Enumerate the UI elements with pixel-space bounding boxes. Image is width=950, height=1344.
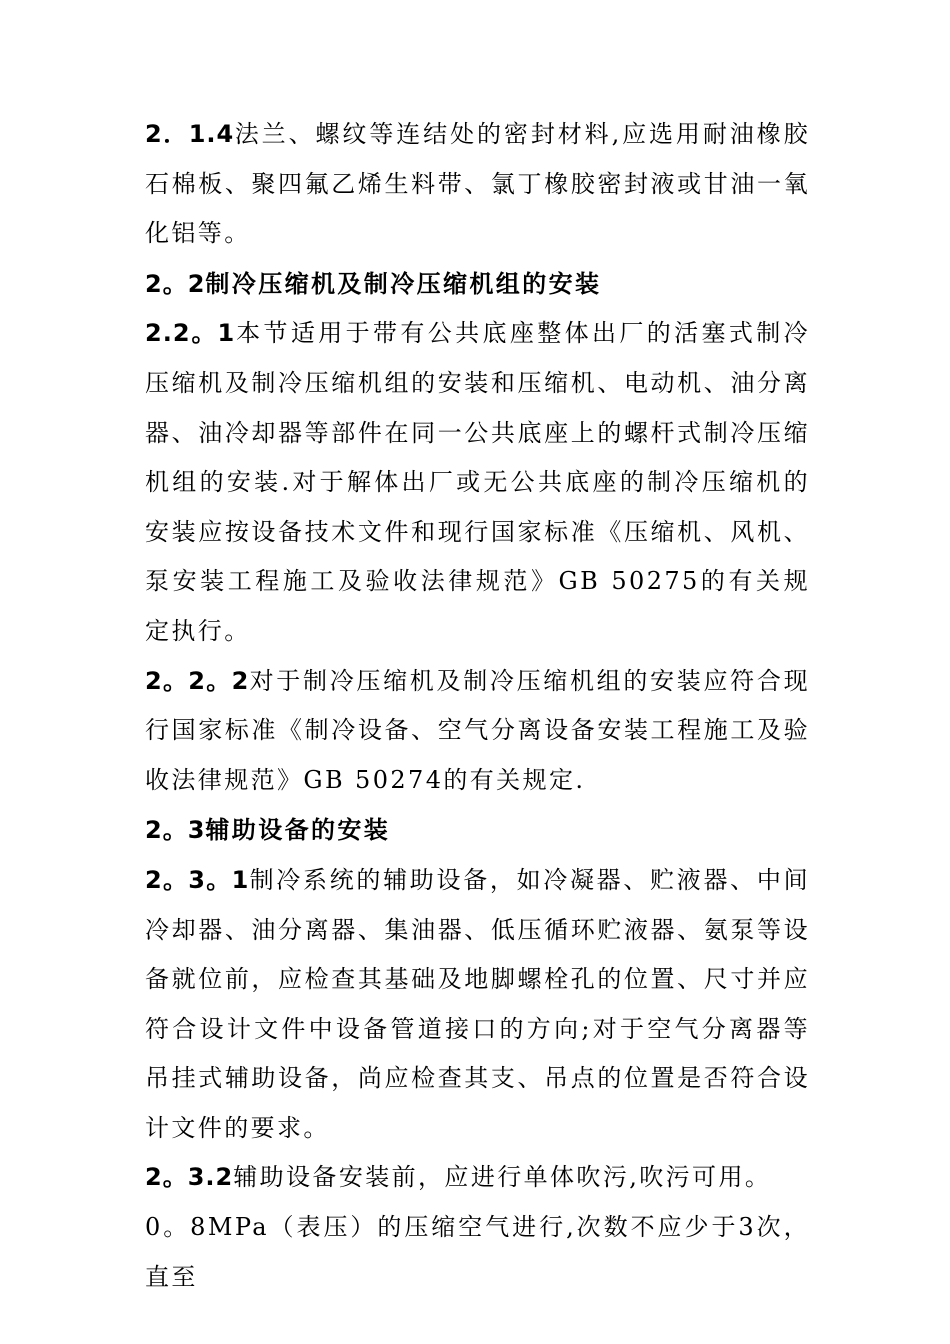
clause-number: 2．1.4 (145, 120, 235, 148)
clause-2-1-4 (145, 110, 810, 259)
clause-text: 制冷系统的辅助设备，如冷凝器、贮液器、中间冷却器、油分离器、集油器、低压循环贮液器、氨泵等设备就位前，应检查其基础及地脚螺栓孔的位置、尺寸并应符合设计文件中设备管道接口的方向;对于空气分离器等吊挂式辅助设备，尚应检查其支、吊点的位置是否符合设计文件的要求。 (145, 865, 810, 1142)
clause-2-2-2 (145, 657, 810, 806)
clause-2-3-1 (145, 856, 810, 1154)
clause-number: 2。2。2 (145, 666, 250, 695)
section-number: 2。3 (145, 816, 206, 845)
clause-text: 本节适用于带有公共底座整体出厂的活塞式制冷压缩机及制冷压缩机组的安装和压缩机、电动机、油分离器、油冷却器等部件在同一公共底座上的螺杆式制冷压缩机组的安装.对于解体出厂或无公共底座的制冷压缩机的安装应按设备技术文件和现行国家标准《压缩机、风机、泵安装工程施工及验收法律规范》GB 50275的有关规定执行。 (145, 319, 810, 645)
clause-2-3-2 (145, 1153, 810, 1203)
document-body (145, 110, 810, 1302)
clause-number: 2。3。1 (145, 865, 250, 894)
section-title: 制冷压缩机及制冷压缩机组的安装 (205, 268, 602, 298)
section-heading-2-2 (145, 259, 810, 310)
clause-text: 法兰、螺纹等连结处的密封材料,应选用耐油橡胶石棉板、聚四氟乙烯生料带、氯丁橡胶密封液或甘油一氧化铝等。 (145, 120, 810, 248)
clause-text: 辅助设备安装前，应进行单体吹污,吹污可用。 (233, 1163, 772, 1192)
clause-number: 2。3.2 (145, 1163, 234, 1192)
section-title: 辅助设备的安装 (205, 815, 391, 845)
section-heading-2-3 (145, 805, 810, 856)
continuation-text: 0。8MPa（表压）的压缩空气进行,次数不应少于3次，直至 (145, 1213, 810, 1291)
clause-text: 对于制冷压缩机及制冷压缩机组的安装应符合现行国家标准《制冷设备、空气分离设备安装工程施工及验收法律规范》GB 50274的有关规定. (145, 666, 810, 794)
section-number: 2。2 (145, 269, 206, 298)
clause-2-2-1 (145, 309, 810, 656)
continuation-line (145, 1203, 810, 1302)
clause-number: 2.2。1 (145, 319, 236, 348)
